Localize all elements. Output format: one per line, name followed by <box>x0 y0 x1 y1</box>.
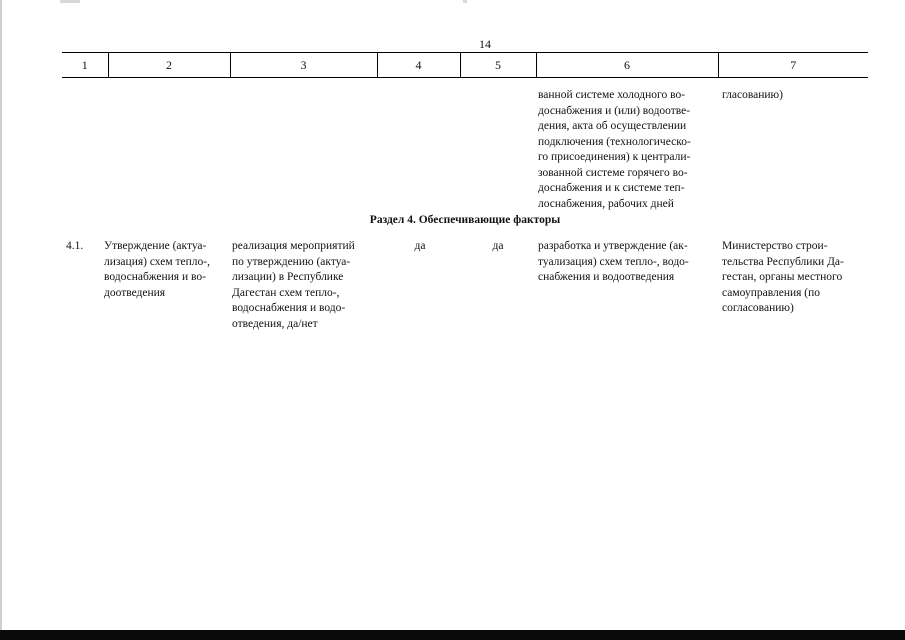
text-line: туализация) схем тепло-, водо- <box>538 255 689 268</box>
row-4-1-col6 <box>538 239 716 286</box>
text-line: го присоединения) к централи- <box>538 151 691 163</box>
text-line: доснабжения и (или) водоотве- <box>538 104 691 117</box>
header-col-6: 6 <box>536 53 718 78</box>
text-line: лизация) схем тепло-, <box>104 255 210 268</box>
text-line: реализация мероприятий <box>232 240 355 252</box>
text-line: лизации) в Республике <box>232 271 344 283</box>
text-line: снабжения и водоотведения <box>538 271 675 283</box>
header-col-2: 2 <box>108 53 230 78</box>
column-number-header <box>62 52 868 78</box>
text-line: лоснабжения, рабочих дней <box>538 197 674 210</box>
row-4-1-col7 <box>722 239 868 317</box>
text-line: разработка и утверждение (ак- <box>538 240 688 252</box>
section-title: Раздел 4. Обеспечивающие факторы <box>369 214 561 226</box>
row-4-1-col3 <box>232 239 374 332</box>
row-number: 4.1. <box>66 240 84 252</box>
scan-mark <box>60 0 80 3</box>
text-line: водоснабжения и во- <box>104 271 206 283</box>
scan-bottom-edge <box>0 630 905 640</box>
text-line: ванной системе холодного во- <box>538 89 686 101</box>
continued-row-col7 <box>722 88 868 104</box>
text-line: гестан, органы местного <box>722 271 843 283</box>
header-col-4: 4 <box>377 53 460 78</box>
text-line: согласованию) <box>722 302 794 314</box>
text-line: по утверждению (актуа- <box>232 255 351 268</box>
text-line: Министерство строи- <box>722 240 828 252</box>
header-col-3: 3 <box>230 53 377 78</box>
text-line: доотведения <box>104 286 166 299</box>
header-col-1: 1 <box>62 53 108 78</box>
text-line: доснабжения и к системе теп- <box>538 182 685 194</box>
text-line: самоуправления (по <box>722 286 821 299</box>
text-line: зованной системе горячего во- <box>538 166 688 179</box>
page-number: 14 <box>479 37 491 51</box>
header-col-7: 7 <box>718 53 868 78</box>
text-line: гласованию) <box>722 89 783 101</box>
row-4-1-col5: да <box>492 240 504 252</box>
scan-mark <box>463 0 467 3</box>
row-4-1-col4: да <box>414 240 426 252</box>
text-line: Утверждение (актуа- <box>104 240 207 252</box>
text-line: дения, акта об осуществлении <box>538 120 687 132</box>
header-col-5: 5 <box>460 53 536 78</box>
text-line: Дагестан схем тепло-, <box>232 286 340 299</box>
text-line: подключения (технологическо- <box>538 135 691 148</box>
text-line: водоснабжения и водо- <box>232 302 346 314</box>
text-line: отведения, да/нет <box>232 317 318 330</box>
text-line: тельства Республики Да- <box>722 255 844 268</box>
scan-edge <box>0 0 2 640</box>
continued-row-col6 <box>538 88 716 212</box>
row-4-1-col2 <box>104 239 226 301</box>
